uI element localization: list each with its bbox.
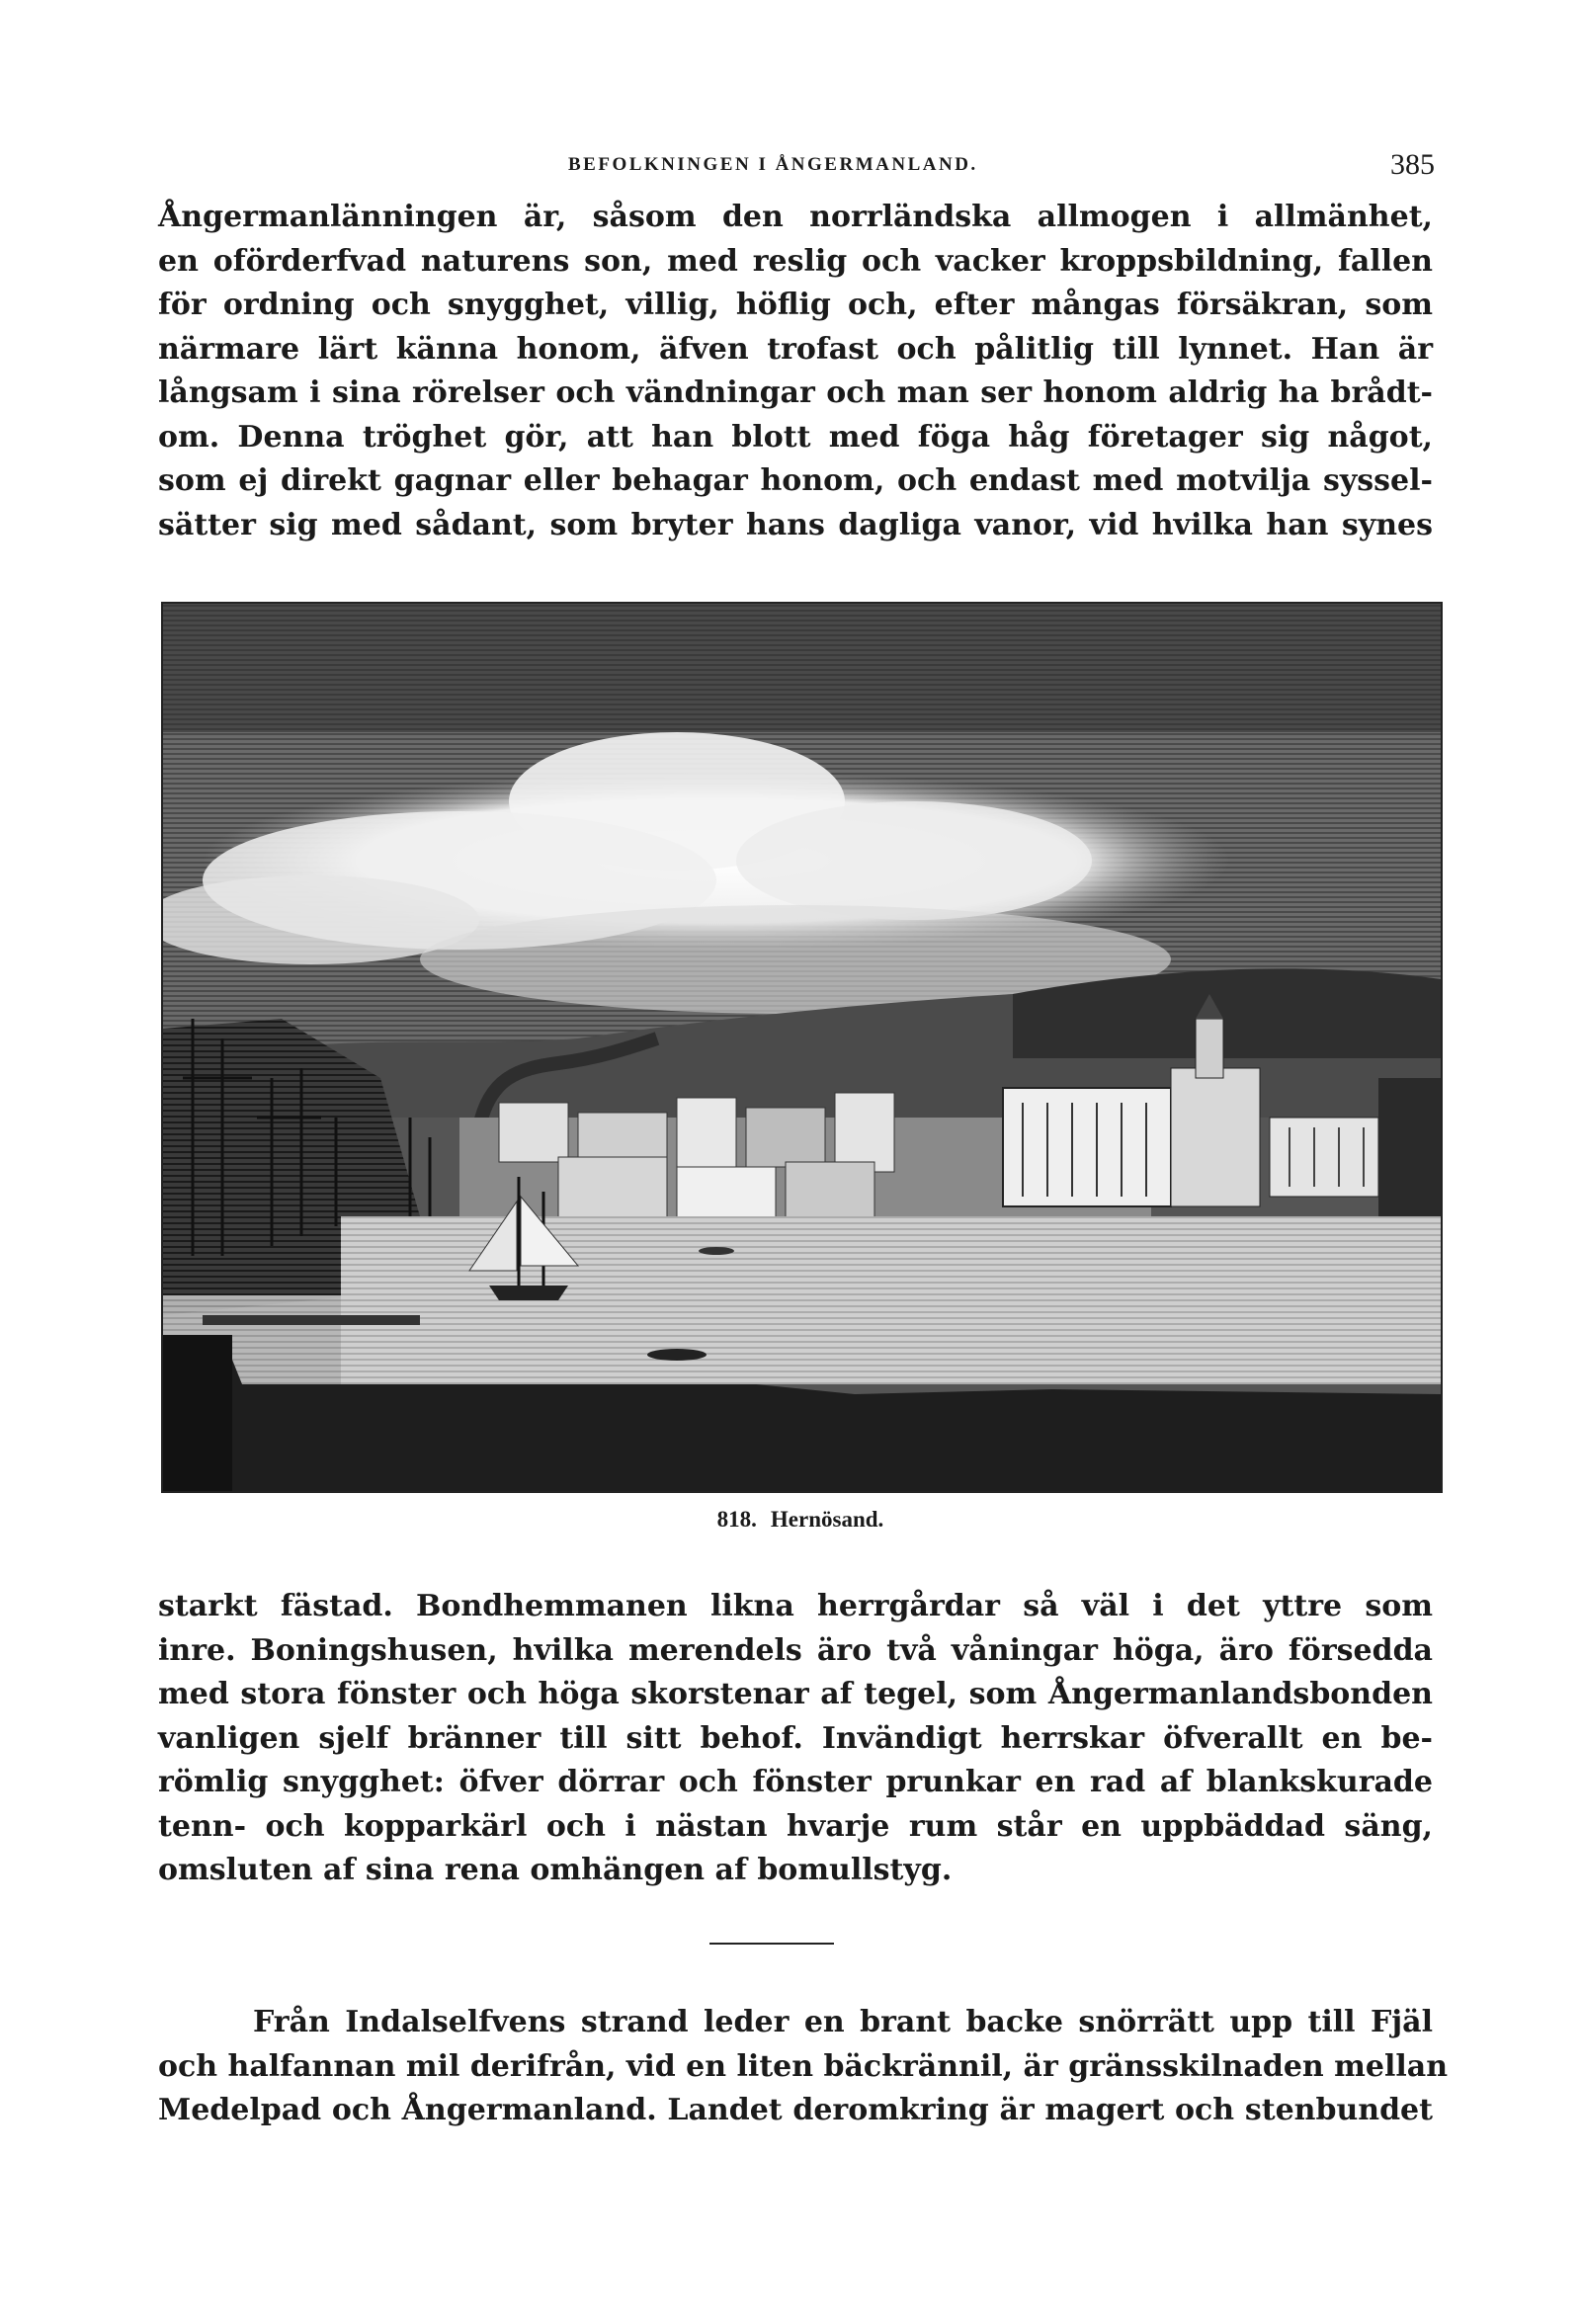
text-line: och halfannan mil derifrån, vid en liten bäckrännil, är gränsskilnaden mellan	[158, 2048, 1449, 2084]
text-line: om. Denna tröghet gör, att han blott med föga håg företager sig något,	[158, 419, 1433, 455]
text-line: en oförderfvad naturens son, med reslig och vacker kroppsbildning, fallen	[158, 243, 1433, 279]
running-head	[158, 148, 1443, 188]
harbor-engraving-illustration	[161, 602, 1443, 1493]
small-boat	[647, 1349, 707, 1361]
figure-number: 818.	[716, 1507, 757, 1532]
text-line: med stora fönster och höga skorstenar af tegel, som Ångermanlandsbonden	[158, 1677, 1433, 1711]
text-line: tenn- och kopparkärl och i nästan hvarje rum står en uppbäddad säng,	[158, 1808, 1433, 1844]
text-line: sätter sig med sådant, som bryter hans dagliga vanor, vid hvilka han synes	[158, 507, 1433, 542]
text-line: långsam i sina rörelser och vändningar och man ser honom aldrig ha brådt-	[158, 375, 1433, 410]
text-line: vanligen sjelf bränner till sitt behof. Invändigt herrskar öfverallt en be-	[158, 1720, 1433, 1756]
text-line: starkt fästad. Bondhemmanen likna herrgårdar så väl i det yttre som	[158, 1589, 1433, 1623]
text-line: närmare lärt känna honom, äfven trofast och pålitlig till lynnet. Han är	[158, 331, 1433, 367]
text-line: inre. Boningshusen, hvilka merendels äro två våningar höga, äro försedda	[158, 1632, 1433, 1668]
bottom-paragraph	[158, 2001, 1449, 2133]
text-line: för ordning och snygghet, villig, höflig och, efter mångas försäkran, som	[158, 288, 1433, 322]
running-title: BEFOLKNINGEN I ÅNGERMANLAND.	[568, 154, 978, 175]
text-line: Från Indalselfvens strand leder en brant backe snörrätt upp till Fjäl	[253, 2005, 1433, 2039]
top-paragraph	[158, 196, 1433, 547]
page-number: 385	[1390, 148, 1435, 181]
text-line: Ångermanlänningen är, såsom den norrländska allmogen i allmänhet,	[158, 200, 1433, 234]
middle-paragraph	[158, 1585, 1433, 1893]
text-line: römlig snygghet: öfver dörrar och fönster prunkar en rad af blankskurade	[158, 1765, 1433, 1799]
text-line: Medelpad och Ångermanland. Landet deromkring är magert och stenbundet	[158, 2093, 1433, 2127]
figure-title: Hernösand.	[770, 1507, 884, 1532]
text-line: omsluten af sina rena omhängen af bomullstyg.	[158, 1853, 953, 1887]
church	[1171, 1068, 1260, 1206]
section-divider	[709, 1943, 834, 1945]
small-boat	[699, 1247, 734, 1255]
text-line: som ej direkt gagnar eller behagar honom, och endast med motvilja syssel-	[158, 463, 1433, 498]
figure-caption	[158, 1507, 1443, 1533]
